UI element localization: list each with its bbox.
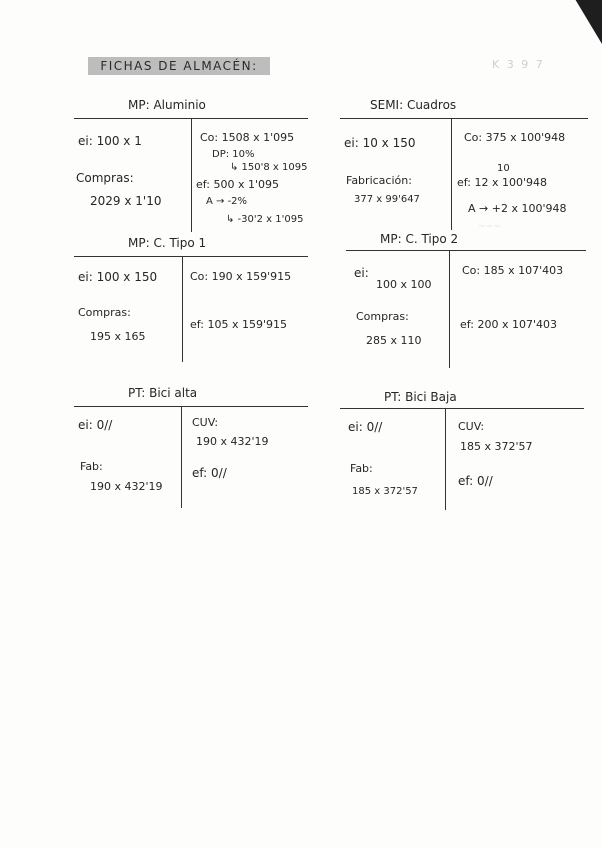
- card-bici-alta-fab-value: 190 x 432'19: [90, 480, 163, 493]
- card-aluminio-a-result: ↳ -30'2 x 1'095: [226, 214, 304, 225]
- card-aluminio-compras-value: 2029 x 1'10: [90, 194, 162, 208]
- card-cuadros-a: A → +2 x 100'948: [468, 202, 567, 215]
- card-cuadros-fab-label: Fabricación:: [346, 174, 412, 187]
- card-bici-alta-top-rule: [74, 406, 308, 407]
- card-bici-baja-divider: [445, 408, 446, 510]
- card-aluminio-a: A → -2%: [206, 196, 248, 207]
- card-cuadros-ef-correction: 10: [497, 163, 510, 174]
- page-corner-shadow: [564, 0, 602, 54]
- card-bici-alta-ei: ei: 0//: [78, 418, 113, 432]
- card-bici-alta-ef: ef: 0//: [192, 466, 227, 480]
- page-title: FICHAS DE ALMACÉN:: [88, 57, 270, 75]
- card-tipo1-compras-value: 195 x 165: [90, 330, 146, 343]
- card-tipo2-top-rule: [346, 250, 586, 251]
- card-aluminio-ei: ei: 100 x 1: [78, 134, 142, 148]
- card-cuadros-title: SEMI: Cuadros: [370, 98, 457, 112]
- card-tipo2-title: MP: C. Tipo 2: [380, 232, 459, 246]
- card-aluminio-compras-label: Compras:: [76, 171, 134, 185]
- card-tipo2-divider: [449, 250, 450, 368]
- card-bici-alta-cuv-value: 190 x 432'19: [196, 435, 269, 448]
- card-cuadros-fab-value: 377 x 99'647: [354, 194, 420, 205]
- card-tipo1-top-rule: [74, 256, 308, 257]
- card-tipo2-co: Co: 185 x 107'403: [462, 264, 564, 277]
- card-bici-baja-top-rule: [340, 408, 584, 409]
- card-bici-baja-fab-label: Fab:: [350, 462, 373, 475]
- card-cuadros-top-rule: [340, 118, 588, 119]
- card-bici-baja-cuv-value: 185 x 372'57: [460, 440, 533, 453]
- card-tipo1-co: Co: 190 x 159'915: [190, 270, 292, 283]
- card-bici-baja-ei: ei: 0//: [348, 420, 383, 434]
- card-bici-baja-title: PT: Bici Baja: [384, 390, 457, 404]
- card-aluminio-dp-result: ↳ 150'8 x 1095: [230, 162, 308, 173]
- card-cuadros-ef: ef: 12 x 100'948: [457, 176, 547, 189]
- card-bici-alta-cuv-label: CUV:: [192, 416, 219, 429]
- card-tipo2-ef: ef: 200 x 107'403: [460, 318, 557, 331]
- card-tipo2-ei-value: 100 x 100: [376, 278, 432, 291]
- card-tipo1-ei: ei: 100 x 150: [78, 270, 158, 284]
- card-aluminio-ef: ef: 500 x 1'095: [196, 178, 279, 191]
- faint-stamp: K 3 9 7: [492, 58, 545, 71]
- card-tipo2-ei-label: ei:: [354, 266, 369, 280]
- card-bici-baja-fab-value: 185 x 372'57: [352, 486, 418, 497]
- card-cuadros-co: Co: 375 x 100'948: [464, 131, 566, 144]
- card-bici-baja-cuv-label: CUV:: [458, 420, 485, 433]
- card-bici-alta-title: PT: Bici alta: [128, 386, 198, 400]
- card-tipo2-compras-value: 285 x 110: [366, 334, 422, 347]
- card-tipo1-ef: ef: 105 x 159'915: [190, 318, 287, 331]
- card-aluminio-title: MP: Aluminio: [128, 98, 206, 112]
- card-bici-alta-divider: [181, 406, 182, 508]
- card-aluminio-dp: DP: 10%: [212, 149, 255, 160]
- card-tipo1-title: MP: C. Tipo 1: [128, 236, 207, 250]
- card-cuadros-divider: [451, 118, 452, 230]
- card-tipo1-compras-label: Compras:: [78, 306, 131, 319]
- faint-erased-text: ~~~: [478, 222, 501, 232]
- card-bici-baja-ef: ef: 0//: [458, 474, 493, 488]
- card-tipo2-compras-label: Compras:: [356, 310, 409, 323]
- card-aluminio-co: Co: 1508 x 1'095: [200, 131, 295, 144]
- card-aluminio-divider: [191, 118, 192, 232]
- card-tipo1-divider: [182, 256, 183, 362]
- card-cuadros-ei: ei: 10 x 150: [344, 136, 416, 150]
- card-bici-alta-fab-label: Fab:: [80, 460, 103, 473]
